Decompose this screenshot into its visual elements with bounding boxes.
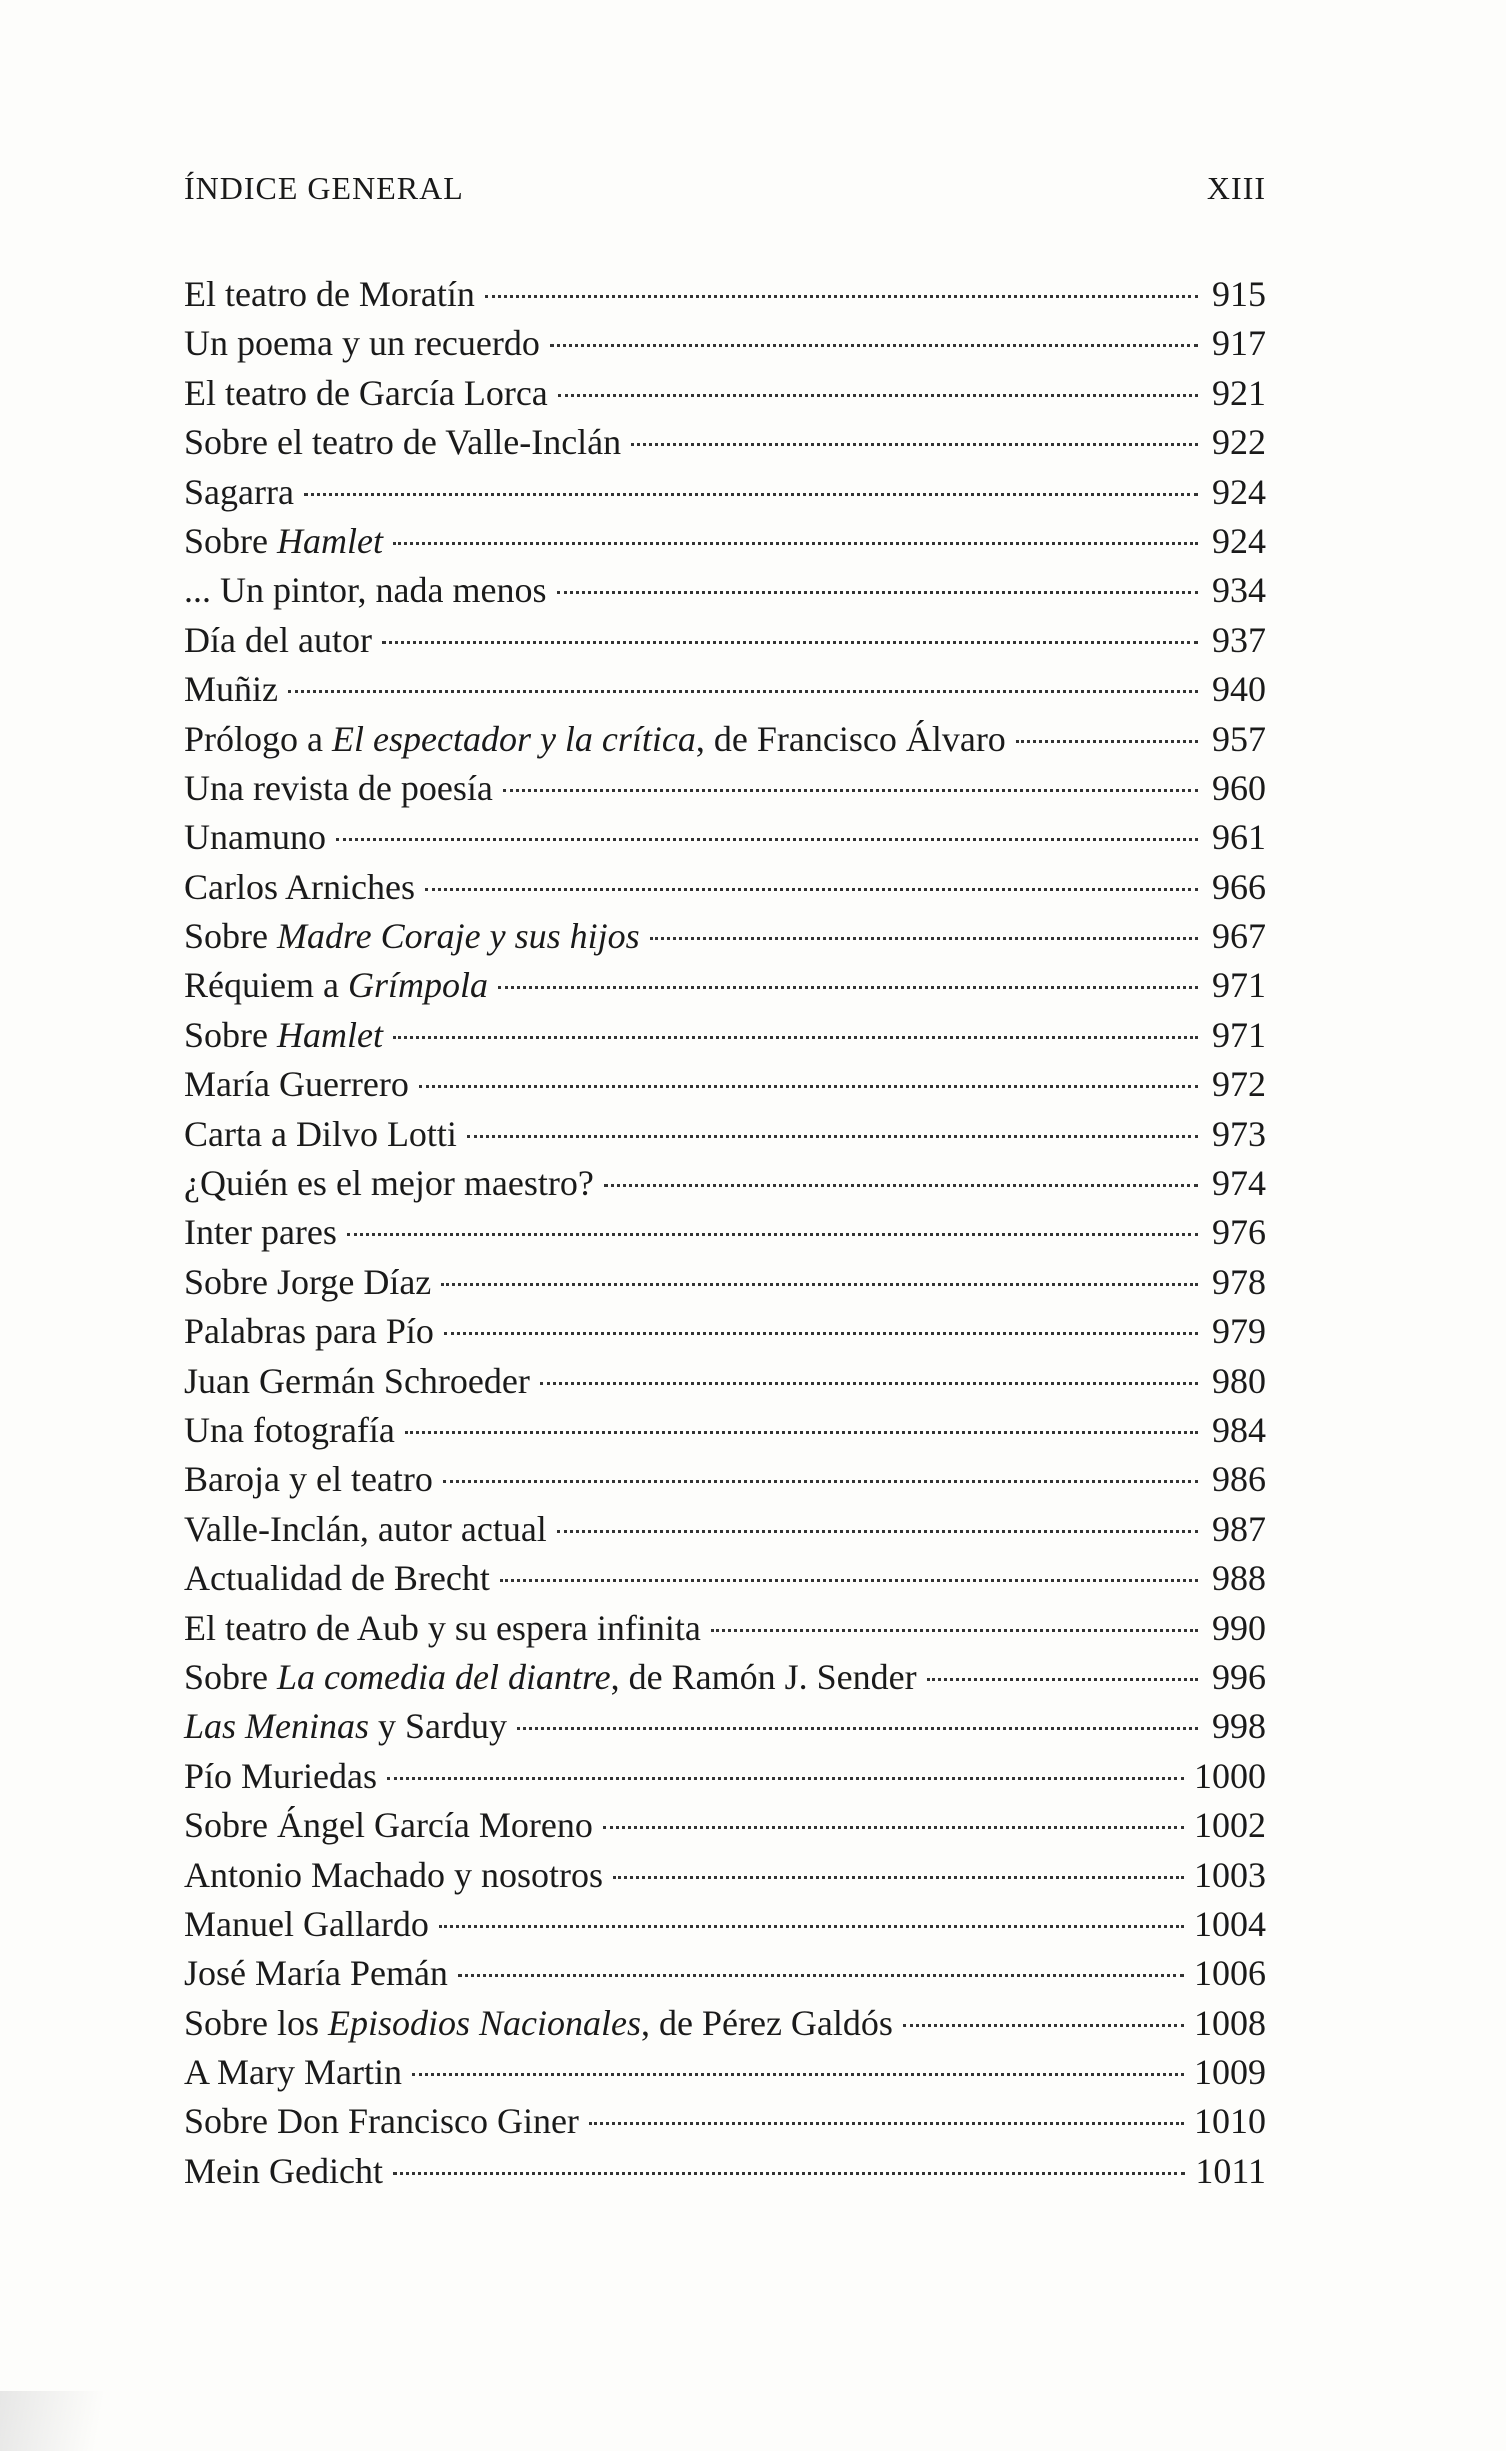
dot-leader — [382, 641, 1198, 644]
toc-entry-page: 978 — [1212, 1261, 1266, 1302]
dot-leader — [613, 1876, 1184, 1879]
toc-entry-title — [184, 566, 547, 615]
toc-entry-title — [184, 1653, 917, 1702]
dot-leader — [498, 986, 1198, 989]
dot-leader — [425, 888, 1198, 891]
toc-entry-page: 922 — [1212, 422, 1266, 463]
toc-entry-page: 980 — [1212, 1360, 1266, 1401]
toc-entry-title — [184, 715, 1006, 764]
toc-entry-title — [184, 369, 548, 418]
toc-entry — [184, 1949, 1266, 1998]
toc-entry — [184, 961, 1266, 1010]
dot-leader — [393, 1036, 1198, 1039]
toc-entry-page: 987 — [1212, 1508, 1266, 1549]
toc-entry-title-text: Carta a Dilvo Lotti — [184, 1113, 457, 1154]
toc-entry-page: 976 — [1212, 1212, 1266, 1253]
toc-entry-title — [184, 616, 372, 665]
toc-entry-page: 974 — [1212, 1163, 1266, 1204]
dot-leader — [458, 1974, 1184, 1977]
toc-entry — [184, 1702, 1266, 1751]
toc-entry — [184, 517, 1266, 566]
toc-entry-title-italic: Episodios Nacionales — [328, 2002, 641, 2043]
toc-entry-title-italic: El espectador y la crítica — [332, 718, 696, 759]
dot-leader — [650, 937, 1198, 940]
dot-leader — [711, 1629, 1198, 1632]
toc-entry-page: 915 — [1212, 274, 1266, 314]
toc-entry — [184, 2147, 1266, 2196]
toc-entry-title-text: Carlos Arniches — [184, 866, 415, 907]
toc-entry — [184, 1455, 1266, 1504]
toc-entry-title — [184, 1258, 431, 1307]
toc-entry-title-italic: La comedia del diantre — [277, 1656, 611, 1697]
toc-entry — [184, 566, 1266, 615]
toc-entry-title — [184, 961, 488, 1010]
toc-entry-page: 973 — [1212, 1113, 1266, 1154]
dot-leader — [393, 542, 1198, 545]
toc-entry — [184, 1752, 1266, 1801]
toc-entry-title-text: Inter pares — [184, 1212, 337, 1253]
toc-entry-page: 1009 — [1194, 2052, 1266, 2093]
toc-entry-title-text: Réquiem a — [184, 965, 348, 1006]
toc-entry-title — [184, 1060, 409, 1109]
toc-entry-title-text: Sobre el teatro de Valle-Inclán — [184, 422, 622, 463]
toc-entry-title — [184, 1159, 594, 1208]
toc-entry — [184, 1604, 1266, 1653]
toc-entry — [184, 418, 1266, 467]
toc-entry-page: 960 — [1212, 767, 1266, 808]
toc-entry-title — [184, 1801, 593, 1850]
toc-entry-page: 937 — [1212, 619, 1266, 660]
toc-entry — [184, 616, 1266, 665]
toc-entry-title-italic: Madre Coraje y sus hijos — [277, 916, 640, 957]
toc-entry-title-text: ... Un pintor, nada menos — [184, 570, 547, 611]
toc-entry-page: 996 — [1212, 1656, 1266, 1697]
dot-leader — [927, 1678, 1198, 1681]
toc-entry-title-text: Día del autor — [184, 619, 372, 660]
toc-entry-title — [184, 1554, 490, 1603]
dot-leader — [419, 1085, 1198, 1088]
toc-entry-title-text: Baroja y el teatro — [184, 1459, 433, 1500]
toc-entry-title — [184, 1949, 448, 1998]
toc-entry-page: 1003 — [1194, 1854, 1266, 1895]
toc-entry-title — [184, 1455, 433, 1504]
dot-leader — [550, 344, 1198, 347]
toc-entry-title-text: Sobre Ángel García Moreno — [184, 1805, 593, 1846]
toc-entry-page: 971 — [1212, 1014, 1266, 1055]
toc-entry-title-text: Manuel Gallardo — [184, 1903, 429, 1944]
toc-entry-page: 979 — [1212, 1311, 1266, 1352]
toc-entry-title — [184, 517, 383, 566]
toc-entry-page: 961 — [1212, 817, 1266, 858]
toc-entry-title — [184, 1505, 547, 1554]
dot-leader — [503, 789, 1198, 792]
toc-entry — [184, 665, 1266, 714]
dot-leader — [903, 2024, 1184, 2027]
toc-entry-title — [184, 764, 493, 813]
toc-entry-title — [184, 665, 278, 714]
toc-entry-title-text: , de Ramón J. Sender — [610, 1656, 917, 1697]
toc-entry-page: 1004 — [1194, 1903, 1266, 1944]
toc-entry-title-text: Palabras para Pío — [184, 1311, 434, 1352]
toc-entry — [184, 912, 1266, 961]
dot-leader — [500, 1579, 1198, 1582]
toc-entry-title-text: Antonio Machado y nosotros — [184, 1854, 603, 1895]
toc-entry-page: 924 — [1212, 471, 1266, 512]
toc-entry-title-text: Sobre — [184, 1014, 277, 1055]
toc-entry-page: 1010 — [1194, 2101, 1266, 2142]
toc-entry-page: 998 — [1212, 1706, 1266, 1747]
running-header — [184, 170, 1266, 214]
toc-entry-page: 957 — [1212, 718, 1266, 759]
toc-entry-title — [184, 2048, 402, 2097]
toc-entry-page: 921 — [1212, 372, 1266, 413]
dot-leader — [604, 1184, 1198, 1187]
toc-entry-title — [184, 1357, 530, 1406]
toc-entry-page: 972 — [1212, 1064, 1266, 1105]
toc-entry-title-text: Sobre — [184, 916, 277, 957]
toc-entry-title-text: Sobre — [184, 520, 277, 561]
toc-entry — [184, 1851, 1266, 1900]
toc-entry-title — [184, 912, 640, 961]
toc-entry — [184, 715, 1266, 764]
toc-entry-page: 924 — [1212, 520, 1266, 561]
toc-entry — [184, 1258, 1266, 1307]
page-number-roman: XIII — [1206, 170, 1266, 206]
dot-leader — [467, 1135, 1198, 1138]
toc-entry-title-text: Muñiz — [184, 669, 278, 710]
toc-entry-page: 934 — [1212, 570, 1266, 611]
toc-entry-title-text: y Sarduy — [369, 1706, 508, 1747]
toc-entry-page: 990 — [1212, 1607, 1266, 1648]
dot-leader — [444, 1332, 1198, 1335]
toc-entry-title-text: Una revista de poesía — [184, 767, 493, 808]
dot-leader — [603, 1826, 1184, 1829]
toc-entry-title-italic: Hamlet — [277, 520, 383, 561]
dot-leader — [540, 1382, 1198, 1385]
toc-entry — [184, 468, 1266, 517]
toc-entry-title-text: , de Francisco Álvaro — [695, 718, 1006, 759]
toc-entry-title-text: Un poema y un recuerdo — [184, 323, 540, 364]
toc-entry — [184, 369, 1266, 418]
toc-entry-title — [184, 1406, 395, 1455]
dot-leader — [517, 1727, 1198, 1730]
dot-leader — [558, 394, 1198, 397]
toc-entry-page: 1000 — [1194, 1755, 1266, 1796]
toc-entry-page: 1002 — [1194, 1805, 1266, 1846]
toc-entry — [184, 1900, 1266, 1949]
toc-entry — [184, 1653, 1266, 1702]
toc-entry-title-text: Sobre — [184, 1656, 277, 1697]
toc-entry-page: 988 — [1212, 1558, 1266, 1599]
dot-leader — [589, 2122, 1184, 2125]
toc-entry — [184, 813, 1266, 862]
toc-entry-page: 984 — [1212, 1409, 1266, 1450]
toc-entry — [184, 1554, 1266, 1603]
toc-entry — [184, 270, 1266, 319]
toc-entry-title-text: El teatro de García Lorca — [184, 372, 548, 413]
table-of-contents — [184, 270, 1266, 2196]
toc-entry — [184, 1011, 1266, 1060]
toc-entry — [184, 1406, 1266, 1455]
dot-leader — [412, 2073, 1184, 2076]
dot-leader — [1016, 740, 1198, 743]
toc-entry-title-text: Sagarra — [184, 471, 294, 512]
toc-entry-title-text: Unamuno — [184, 817, 326, 858]
toc-entry-title-text: Sobre Don Francisco Giner — [184, 2101, 579, 2142]
running-header-title: ÍNDICE GENERAL — [184, 170, 464, 206]
toc-entry-page: 940 — [1212, 669, 1266, 710]
toc-entry-title — [184, 418, 621, 467]
toc-entry-title — [184, 1011, 383, 1060]
toc-entry — [184, 1357, 1266, 1406]
toc-entry — [184, 319, 1266, 368]
toc-entry-title-text: A Mary Martin — [184, 2052, 402, 2093]
toc-entry-page: 1006 — [1194, 1953, 1266, 1994]
toc-entry-title — [184, 1999, 893, 2048]
toc-entry — [184, 1110, 1266, 1159]
toc-entry-title — [184, 1702, 507, 1751]
toc-entry-title-italic: Grímpola — [347, 965, 488, 1006]
toc-entry-title — [184, 468, 294, 517]
dot-leader — [387, 1777, 1184, 1780]
toc-entry-title — [184, 2097, 579, 2146]
toc-entry-page: 971 — [1212, 965, 1266, 1006]
toc-entry-title-text: , de Pérez Galdós — [641, 2002, 893, 2043]
toc-entry-title — [184, 270, 475, 319]
dot-leader — [439, 1925, 1184, 1928]
toc-entry-title-text: Juan Germán Schroeder — [184, 1360, 530, 1401]
toc-entry-title — [184, 1208, 337, 1257]
dot-leader — [631, 443, 1198, 446]
toc-entry-title-text: Mein Gedicht — [184, 2150, 383, 2191]
dot-leader — [441, 1283, 1198, 1286]
dot-leader — [304, 493, 1198, 496]
toc-entry-page: 966 — [1212, 866, 1266, 907]
toc-entry-page: 1008 — [1194, 2002, 1266, 2043]
dot-leader — [336, 838, 1198, 841]
toc-entry-title — [184, 319, 540, 368]
toc-entry-title — [184, 863, 415, 912]
dot-leader — [393, 2172, 1185, 2175]
toc-entry-title-text: Pío Muriedas — [184, 1755, 377, 1796]
dot-leader — [347, 1233, 1198, 1236]
toc-entry-title — [184, 813, 326, 862]
toc-entry-title-italic: Las Meninas — [184, 1706, 370, 1747]
dot-leader — [443, 1480, 1198, 1483]
toc-entry — [184, 1801, 1266, 1850]
toc-entry — [184, 1307, 1266, 1356]
toc-entry — [184, 1060, 1266, 1109]
toc-entry-title-text: El teatro de Aub y su espera infinita — [184, 1607, 701, 1648]
toc-entry — [184, 2097, 1266, 2146]
toc-entry-title-italic: Hamlet — [277, 1014, 383, 1055]
toc-entry-title-text: Sobre los — [184, 2002, 328, 2043]
scan-shadow — [0, 2391, 140, 2451]
toc-entry-title — [184, 1851, 603, 1900]
toc-entry-title-text: José María Pemán — [184, 1953, 448, 1994]
toc-entry-title-text: El teatro de Moratín — [184, 274, 475, 314]
toc-entry-title-text: María Guerrero — [184, 1064, 409, 1105]
toc-entry — [184, 1999, 1266, 2048]
toc-entry-title-text: Prólogo a — [184, 718, 332, 759]
toc-entry-title — [184, 1604, 701, 1653]
toc-entry — [184, 2048, 1266, 2097]
toc-entry-title-text: Valle-Inclán, autor actual — [184, 1508, 547, 1549]
toc-entry-title-text: Sobre Jorge Díaz — [184, 1261, 432, 1302]
toc-entry — [184, 764, 1266, 813]
toc-entry-title — [184, 1752, 377, 1801]
toc-entry-page: 967 — [1212, 916, 1266, 957]
toc-entry — [184, 1505, 1266, 1554]
dot-leader — [557, 591, 1199, 594]
toc-entry — [184, 863, 1266, 912]
dot-leader — [557, 1530, 1198, 1533]
dot-leader — [485, 295, 1198, 298]
dot-leader — [405, 1431, 1198, 1434]
toc-entry — [184, 1208, 1266, 1257]
dot-leader — [288, 690, 1198, 693]
toc-entry-title — [184, 2147, 383, 2196]
toc-entry — [184, 1159, 1266, 1208]
toc-entry-title — [184, 1307, 434, 1356]
toc-entry-title-text: Actualidad de Brecht — [184, 1558, 490, 1599]
toc-entry-title-text: ¿Quién es el mejor maestro? — [184, 1163, 594, 1204]
toc-entry-title-text: Una fotografía — [184, 1409, 395, 1450]
toc-entry-page: 986 — [1212, 1459, 1266, 1500]
toc-entry-page: 1011 — [1195, 2150, 1266, 2191]
toc-entry-page: 917 — [1212, 323, 1266, 364]
toc-entry-title — [184, 1900, 429, 1949]
toc-entry-title — [184, 1110, 457, 1159]
